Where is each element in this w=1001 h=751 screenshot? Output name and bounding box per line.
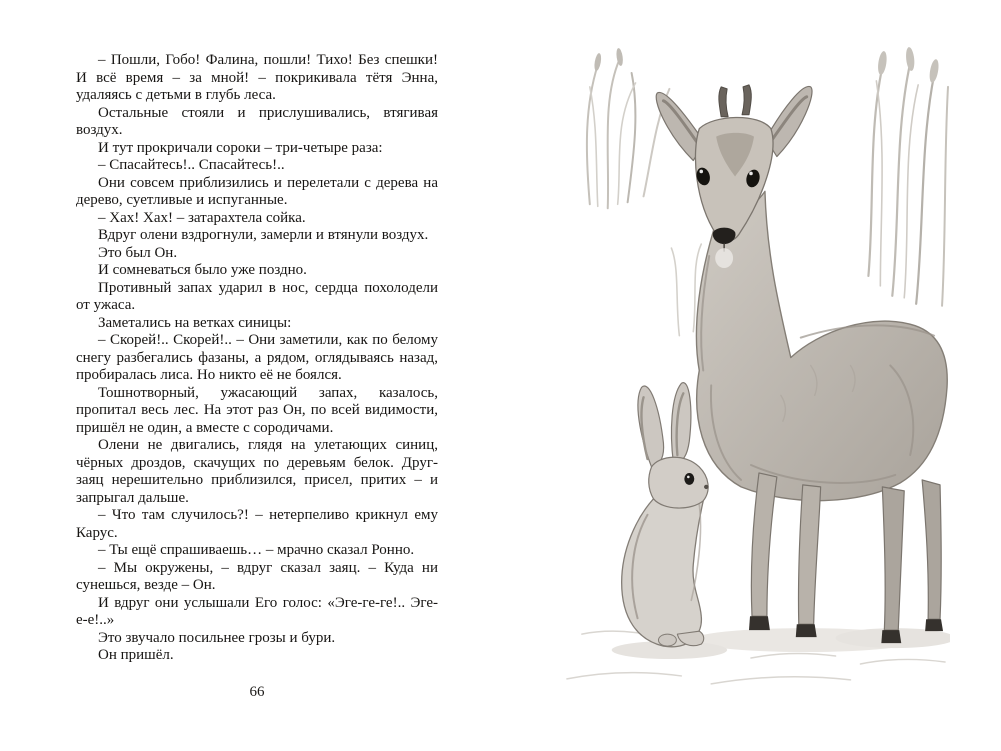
paragraph: – Спасайтесь!.. Спасайтесь!.. xyxy=(98,157,285,173)
deer-figure xyxy=(656,85,947,643)
paragraph: – Скорей!.. Скорей!.. – Они заметили, как по белому снегу разбегались фазаны, а рядом, оглядываясь назад, пробиралась лиса. Но никто её не боялся. xyxy=(76,332,438,383)
page-number: 66 xyxy=(249,684,265,700)
paragraph: – Мы окружены, – вдруг сказал заяц. – Куда ни сунешься, везде – Он. xyxy=(76,559,438,593)
paragraph: – Пошли, Гобо! Фалина, пошли! Тихо! Без спешки! И всё время – за мной! – покрикивала тётя Энна, удаляясь с детьми в глубь леса. xyxy=(76,52,438,103)
paragraph: Они совсем приблизились и перелетали с дерева на дерево, суетливые и испуганные. xyxy=(76,174,438,208)
right-page-illustration xyxy=(552,34,950,692)
paragraph: Противный запах ударил в нос, сердца похолодели от ужаса. xyxy=(76,279,438,313)
paragraph: Олени не двигались, глядя на улетающих синиц, чёрных дроздов, скачущих по деревьям белок. Друг-заяц нерешительно приблизился, присел, притих – и запрыгал дальше. xyxy=(76,437,438,506)
paragraph: Это звучало посильнее грозы и бури. xyxy=(98,629,336,646)
paragraph: Он пришёл. xyxy=(98,647,174,663)
paragraph: Заметались на ветках синицы: xyxy=(98,314,292,331)
paragraph: Тошнотворный, ужасающий запах, казалось, пропитал весь лес. На этот раз Он, по всей видимости, пришёл не один, а вместе с сородичами. xyxy=(76,384,438,436)
paragraph: И сомневаться было уже поздно. xyxy=(98,262,307,278)
paragraph: И тут прокричали сороки – три-четыре раза: xyxy=(98,139,383,156)
paragraph: И вдруг они услышали Его голос: «Эге-ге-ге!.. Эге-е-е!..» xyxy=(76,594,438,628)
paragraph: Вдруг олени вздрогнули, замерли и втянули воздух. xyxy=(98,227,429,243)
paragraph: Остальные стояли и прислушивались, втягивая воздух. xyxy=(76,104,438,138)
paragraph: Это был Он. xyxy=(98,244,178,261)
paragraph: – Что там случилось?! – нетерпеливо крикнул ему Карус. xyxy=(76,507,438,541)
deer-and-rabbit-illustration xyxy=(552,34,950,692)
paragraph: – Ты ещё спрашиваешь… – мрачно сказал Ронно. xyxy=(98,542,415,558)
rabbit-figure xyxy=(622,383,709,647)
paragraph: – Хах! Хах! – затарахтела сойка. xyxy=(98,209,306,226)
left-page-text-block xyxy=(76,52,438,665)
